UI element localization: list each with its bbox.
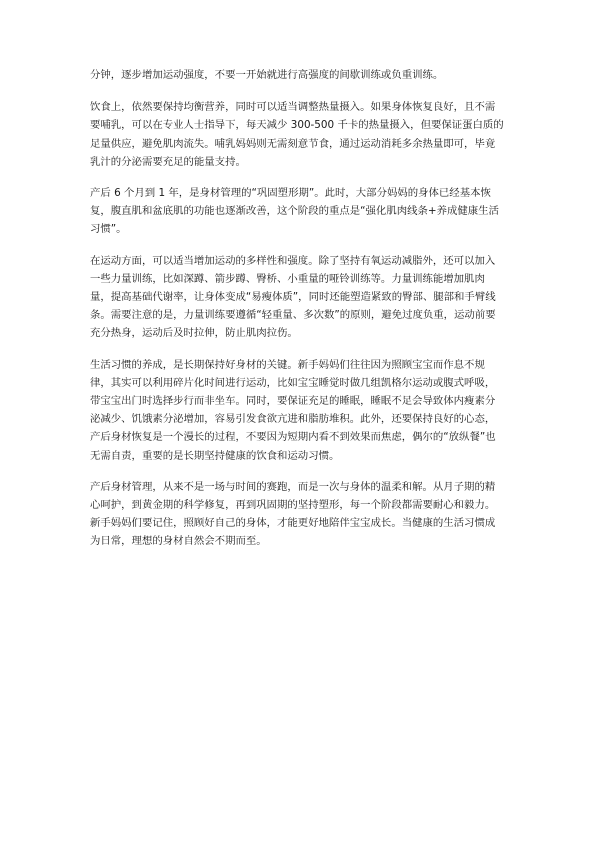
- paragraph-lifestyle-habits: 生活习惯的养成，是长期保持好身材的关键。新手妈妈们往往因为照顾宝宝而作息不规律，其实可以利用碎片化时间进行运动，比如宝宝睡觉时做几组凯格尔运动或腹式呼吸，带宝宝出门时选择步行而非坐车。同时，要保证充足的睡眠，睡眠不足会导致体内瘦素分泌减少、饥饿素分泌增加，容易引发食欲亢进和脂肪堆积。此外，还要保持良好的心态，产后身材恢复是一个漫长的过程，不要因为短期内看不到效果而焦虑，偶尔的“放纵餐”也无需自责，重要的是长期坚持健康的饮食和运动习惯。: [90, 358, 496, 462]
- paragraph-strength-training: 在运动方面，可以适当增加运动的多样性和强度。除了坚持有氧运动减脂外，还可以加入一些力量训练，比如深蹲、箭步蹲、臀桥、小重量的哑铃训练等。力量训练能增加肌肉量，提高基础代谢率，让身体变成“易瘦体质”，同时还能塑造紧致的臀部、腿部和手臂线条。需要注意的是，力量训练要遵循“轻重量、多次数”的原则，避免过度负重，运动前要充分热身，运动后及时拉伸，防止肌肉拉伤。: [90, 254, 496, 340]
- paragraph-conclusion: 产后身材管理，从来不是一场与时间的赛跑，而是一次与身体的温柔和解。从月子期的精心呵护，到黄金期的科学修复，再到巩固期的坚持塑形，每一个阶段都需要耐心和毅力。新手妈妈们要记住，照顾好自己的身体，才能更好地陪伴宝宝成长。当健康的生活习惯成为日常，理想的身材自然会不期而至。: [90, 480, 496, 548]
- paragraph-exercise-intensity: 分钟，逐步增加运动强度，不要一开始就进行高强度的间歇训练或负重训练。: [90, 69, 444, 81]
- paragraph-consolidation-period: 产后 6 个月到 1 年，是身材管理的“巩固塑形期”。此时，大部分妈妈的身体已经基本恢复，腹直肌和盆底肌的功能也逐渐改善，这个阶段的重点是“强化肌肉线条+养成健康生活习惯”。: [90, 187, 499, 236]
- paragraph-diet: 饮食上，依然要保持均衡营养，同时可以适当调整热量摄入。如果身体恢复良好，且不需要哺乳，可以在专业人士指导下，每天减少 300-500 千卡的热量摄入，但要保证蛋白质的足量供应，避免肌肉流失。哺乳妈妈则无需刻意节食，通过运动消耗多余热量即可，毕竟乳汁的分泌需要充足的能量支持。: [90, 101, 504, 168]
